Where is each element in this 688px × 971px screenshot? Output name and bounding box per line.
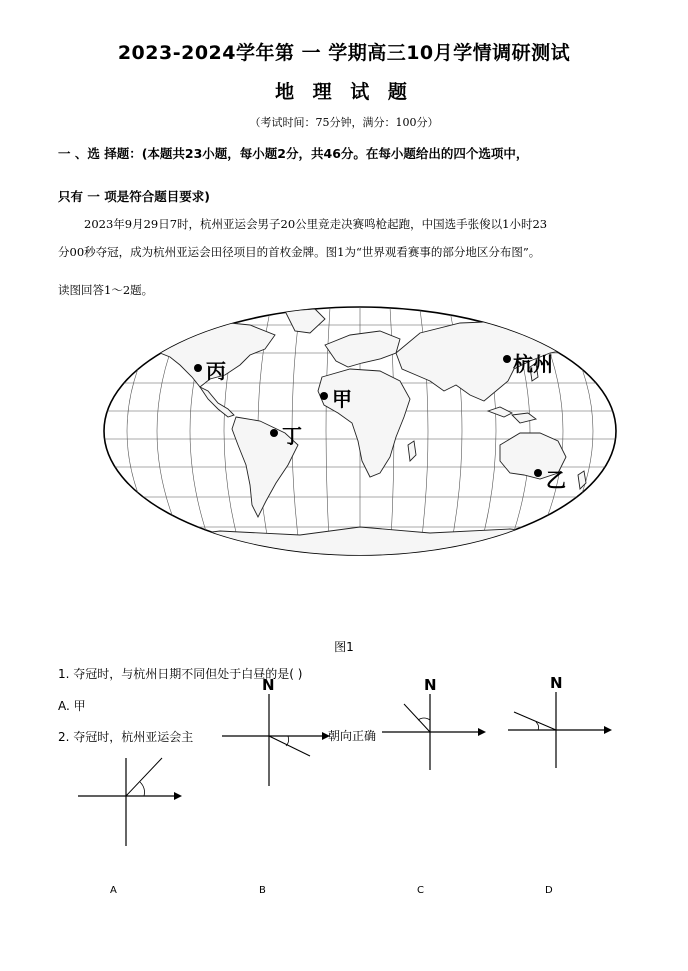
exam-info: （考试时间：75分钟，满分：100分） [249, 116, 439, 129]
marker-jia [320, 392, 328, 400]
intro-line-3: 读图回答1～2题。 [58, 283, 154, 297]
diagram-c [382, 676, 486, 770]
option-b-label: B [259, 885, 266, 896]
label-yi: 乙 [546, 468, 566, 492]
north-label-b: N [262, 676, 275, 694]
marker-ding [270, 429, 278, 437]
section-heading: 一 、选 择题：(本题共23小题，每小题2分，共46分。在每小题给出的四个选项中， [58, 146, 529, 161]
question-1: 1. 夺冠时，与杭州日期不同但处于白昼的是( ) [58, 667, 303, 681]
question-1-option-a: A. 甲 [58, 699, 86, 713]
diagram-d [508, 674, 612, 768]
exam-subject: 地 理 试 题 [275, 81, 413, 103]
option-c-label: C [417, 885, 424, 896]
figure-caption: 图1 [334, 640, 354, 654]
diagram-b [222, 676, 376, 786]
label-hangzhou: 杭州 [513, 352, 553, 376]
option-a-label: A [110, 885, 117, 896]
orientation-diagrams [0, 660, 688, 900]
world-map [100, 305, 620, 557]
world-map-figure [100, 305, 620, 557]
marker-hangzhou [503, 355, 511, 363]
north-label-d: N [550, 674, 563, 692]
marker-yi [534, 469, 542, 477]
question-2: 2. 夺冠时，杭州亚运会主 [58, 730, 194, 744]
marker-bing [194, 364, 202, 372]
section-heading-cont: 只有 一 项是符合题目要求) [58, 189, 210, 204]
diagram-a [78, 758, 182, 846]
intro-line-2: 分00秒夺冠，成为杭州亚运会田径项目的首枚金牌。图1为“世界观看赛事的部分地区分布图”。 [58, 245, 541, 259]
exam-title: 2023-2024学年第 一 学期高三10月学情调研测试 [117, 42, 571, 64]
intro-line-1: 2023年9月29日7时，杭州亚运会男子20公里竞走决赛鸣枪起跑，中国选手张俊以1小时23 [84, 217, 548, 231]
q2-tail-text: 朝向正确 [328, 729, 377, 743]
north-label-c: N [424, 676, 437, 694]
label-jia: 甲 [332, 387, 352, 411]
label-ding: 丁 [282, 424, 302, 448]
option-d-label: D [545, 885, 553, 896]
label-bing: 丙 [206, 359, 226, 383]
